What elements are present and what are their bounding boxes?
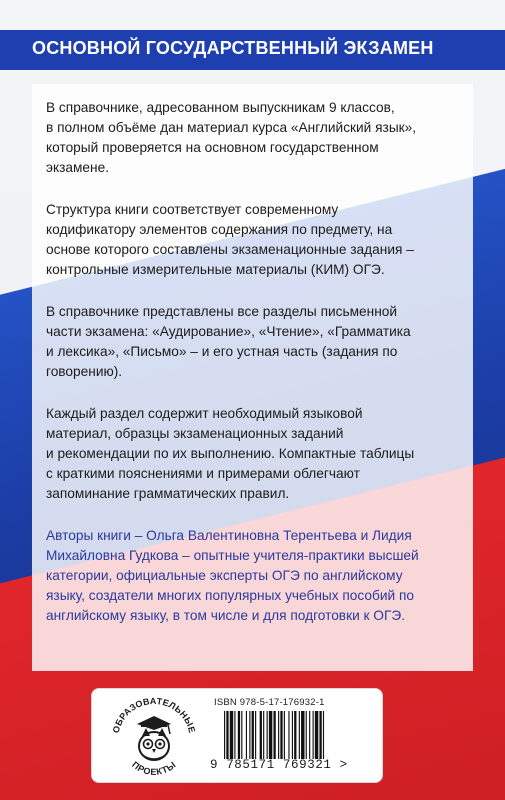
- owl-mascot-icon: [137, 716, 171, 760]
- description-paragraph-4: Каждый раздел содержит необходимый языковой материал, образцы экзаменационных заданий и рекомендации по их выполнению. Компактные таблицы с краткими пояснениями и примерами облегчают запоминание грамматических правил.: [46, 406, 415, 501]
- svg-text:ПРОЕКТЫ: [130, 759, 178, 776]
- publisher-logo-text-top: ОБРАЗОВАТЕЛЬНЫЕ: [110, 696, 198, 735]
- isbn-barcode: [224, 711, 372, 759]
- authors-paragraph: Авторы книги – Ольга Валентиновна Терентьева и Лидия Михайловна Гудкова – опытные учителя-практики высшей категории, официальные эксперты ОГЭ по английскому языку, создатели многих популярных учебных пособий по английскому языку, в том числе и для подготовки к ОГЭ.: [46, 528, 419, 623]
- publisher-logo-text-bottom: ПРОЕКТЫ: [130, 759, 178, 777]
- publisher-logo: [104, 696, 204, 778]
- description-paragraph-1: В справочнике, адресованном выпускникам 9 классов, в полном объёме дан материал курса «Английский язык», который проверяется на основном государственном экзамене.: [46, 100, 417, 175]
- description-paragraph-3: В справочнике представлены все разделы письменной части экзамена: «Аудирование», «Чтение», «Грамматика и лексика», «Письмо» – и его устная часть (задания по говорению).: [46, 304, 411, 379]
- isbn-label: ISBN 978-5-17-176932-1: [214, 697, 325, 708]
- description-paragraph-2: Структура книги соответствует современному кодификатору элементов содержания по предмету, на основе которого составлены экзаменационные задания – контрольные измерительные материалы (КИМ) ОГЭ.: [46, 202, 414, 277]
- exam-title: ОСНОВНОЙ ГОСУДАРСТВЕННЫЙ ЭКЗАМЕН: [32, 38, 434, 58]
- description-panel: [32, 84, 473, 671]
- barcode-digits: 9 785171 769321 >: [210, 758, 348, 772]
